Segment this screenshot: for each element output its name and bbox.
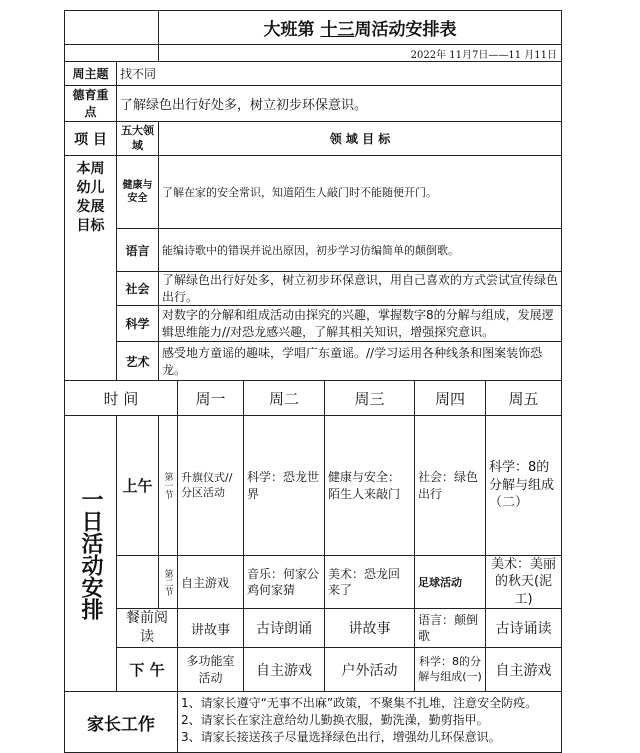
- page-title: [158, 10, 562, 45]
- title-prefix: 大班第: [263, 20, 315, 40]
- morning-p2-mon: 自主游戏: [177, 555, 244, 609]
- parents-item-3: 3、请家长接送孩子尽量选择绿色出行，增强幼儿环保意识。: [181, 730, 501, 744]
- afternoon-mon: 多功能室活动: [177, 647, 244, 692]
- morning-label-continued: [116, 555, 159, 609]
- premeal-mon: 讲故事: [177, 608, 244, 648]
- premeal-reading-label: 餐前阅读: [116, 608, 178, 648]
- item-header: 项 目: [64, 121, 117, 156]
- afternoon-wed: 户外活动: [324, 647, 415, 692]
- parents-work-label: 家长工作: [64, 691, 178, 753]
- morning-p1-mon: 升旗仪式//分区活动: [177, 415, 244, 556]
- afternoon-fri: 自主游戏: [485, 647, 562, 692]
- goal-domain-language: 语言: [116, 228, 159, 272]
- week-theme-value: 找不同: [116, 61, 562, 86]
- morning-p2-thu: 足球活动: [414, 555, 486, 609]
- morning-p1-wed: 健康与安全：陌生人来敲门: [324, 415, 415, 556]
- parents-work-list: [177, 691, 562, 753]
- period-1-label: 第一节: [158, 415, 178, 556]
- parents-item-2: 2、请家长在家注意给幼儿勤换衣服，勤洗澡，勤剪指甲。: [181, 713, 489, 727]
- moral-focus-value: 了解绿色出行好处多，树立初步环保意识。: [116, 85, 562, 122]
- week-theme-label: 周主题: [64, 61, 117, 86]
- target-header: 领 域 目 标: [158, 121, 562, 156]
- title-suffix: 周活动安排表: [354, 20, 457, 40]
- goal-domain-science: 科学: [116, 305, 159, 342]
- goals-section-label: 本周幼儿发展目标: [64, 155, 117, 381]
- goal-text-language: 能编诗歌中的错误并说出原因，初步学习仿编简单的颠倒歌。: [158, 228, 562, 272]
- domains-header: 五大领域: [116, 121, 159, 156]
- parents-item-1: 1、请家长遵守“无事不出麻”政策，不聚集不扎堆，注意安全防疫。: [181, 696, 538, 710]
- date-range: 2022年 11月7日——11 月11日: [158, 44, 562, 62]
- goal-text-health: 了解在家的安全常识，知道陌生人敲门时不能随便开门。: [158, 155, 562, 229]
- morning-label: 上午: [116, 415, 159, 556]
- title-blank-cell: [64, 10, 159, 45]
- morning-p1-thu: 社会：绿色出行: [414, 415, 486, 556]
- goal-domain-social: 社会: [116, 271, 159, 306]
- time-header: 时 间: [64, 380, 178, 416]
- morning-p2-tue: 音乐：何家公鸡何家猜: [243, 555, 325, 609]
- goal-text-art: 感受地方童谣的趣味，学唱广东童谣。//学习运用各种线条和图案装饰恐龙。: [158, 341, 562, 381]
- morning-p1-tue: 科学：恐龙世界: [243, 415, 325, 556]
- goal-domain-health: 健康与安全: [116, 155, 159, 229]
- day-header-thu: 周四: [414, 380, 486, 416]
- day-header-wed: 周三: [324, 380, 415, 416]
- day-header-tue: 周二: [243, 380, 325, 416]
- premeal-tue: 古诗朗诵: [243, 608, 325, 648]
- morning-p1-fri: 科学：8的分解与组成（二）: [485, 415, 562, 556]
- period-2-label: 第二节: [158, 555, 178, 609]
- moral-focus-label: 德育重点: [64, 85, 117, 122]
- afternoon-label: 下 午: [116, 647, 178, 692]
- afternoon-thu: 科学：8的分解与组成(一): [414, 647, 486, 692]
- day-header-mon: 周一: [177, 380, 244, 416]
- date-blank-cell: [64, 44, 159, 62]
- premeal-thu: 语言：颠倒歌: [414, 608, 486, 648]
- morning-p2-wed: 美术：恐龙回来了: [324, 555, 415, 609]
- goal-text-social: 了解绿色出行好处多，树立初步环保意识，用自己喜欢的方式尝试宣传绿色出行。: [158, 271, 562, 306]
- afternoon-tue: 自主游戏: [243, 647, 325, 692]
- day-header-fri: 周五: [485, 380, 562, 416]
- goal-domain-art: 艺术: [116, 341, 159, 381]
- morning-p2-fri: 美术：美丽的秋天(泥工): [485, 555, 562, 609]
- goal-text-science: 对数字的分解和组成活动由探究的兴趣，掌握数字8的分解与组成，发展逻辑思维能力//对恐龙感兴趣，了解其相关知识，增强探究意识。: [158, 305, 562, 342]
- premeal-fri: 古诗诵读: [485, 608, 562, 648]
- title-week-number: 十三: [320, 20, 355, 40]
- daily-activity-label: 一日活动安排: [64, 415, 117, 692]
- premeal-wed: 讲故事: [324, 608, 415, 648]
